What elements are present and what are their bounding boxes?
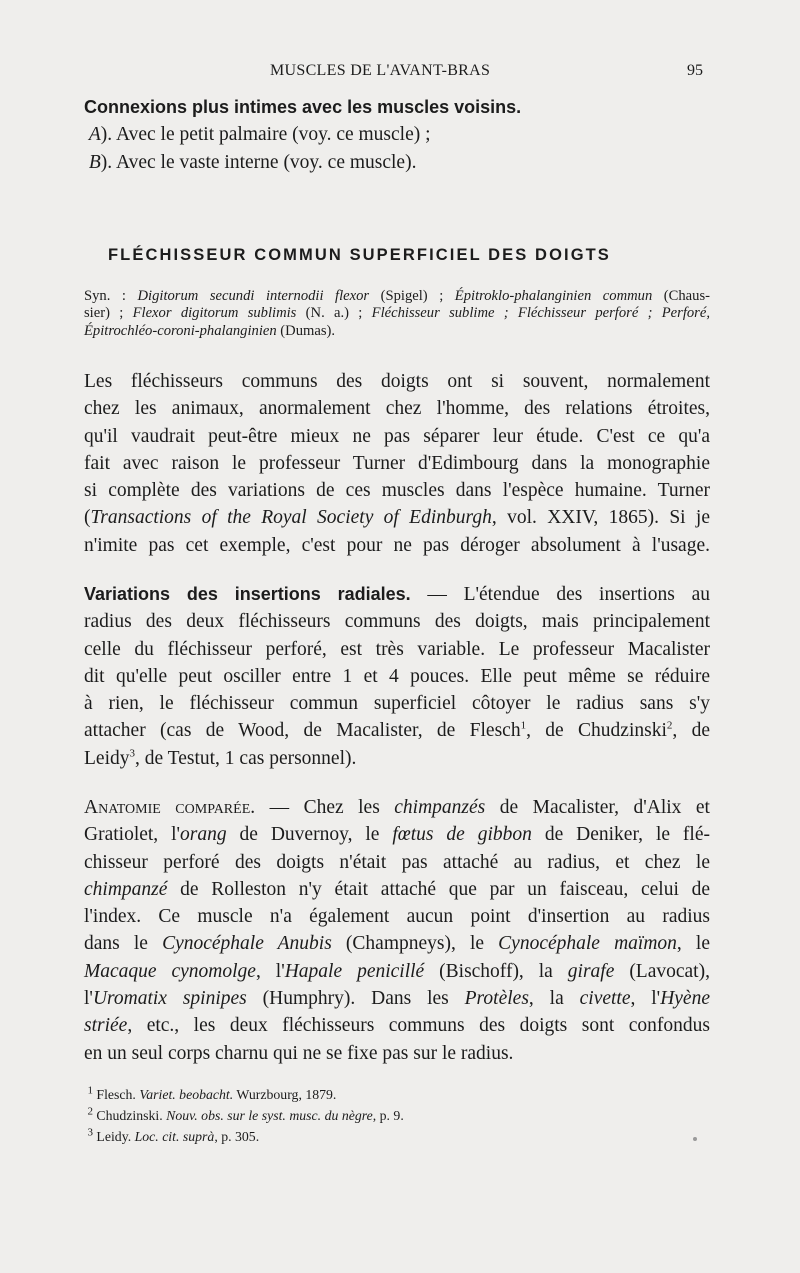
- text-line: n'imite pas cet exemple, c'est pour ne pas déroger absolument à l'usage.: [84, 534, 710, 556]
- synonyms-line: [84, 323, 710, 340]
- syn-term: Flexor digitorum sublimis: [132, 305, 297, 322]
- species: Hapale penicillé: [284, 960, 425, 982]
- syn-text: (Chaus-: [652, 288, 710, 304]
- footnote-rest: , p. 9.: [372, 1108, 404, 1123]
- connexions-heading-line: [84, 94, 710, 121]
- syn-term: Épitroklo-phalanginien commun: [454, 288, 653, 304]
- connexions-item-b: [84, 149, 710, 176]
- text-span: , le: [676, 933, 710, 955]
- syn-text: sier) ;: [84, 305, 133, 322]
- syn-term: Fléchisseur sublime ; Fléchisseur perforé ; Perforé,: [371, 305, 710, 322]
- connexions-heading: Connexions plus intimes avec les muscles voisins.: [84, 97, 522, 117]
- item-letter: A: [88, 124, 101, 146]
- text-line: radius des deux fléchisseurs communs des doigts, mais principalement: [84, 611, 710, 633]
- text-line: fait avec raison le professeur Turner d'Edimbourg dans la monographie: [84, 452, 710, 474]
- ink-spot: [693, 1137, 697, 1141]
- paragraph-intro: [84, 368, 710, 559]
- text-line: [84, 717, 710, 744]
- text-span: (: [84, 507, 91, 529]
- footnote-ref[interactable]: 1: [520, 719, 527, 732]
- text-span: , vol. XXIV, 1865). Si je: [491, 507, 710, 529]
- text-line: en un seul corps charnu qui ne se fixe pas sur le radius.: [84, 1042, 514, 1064]
- species: striée: [84, 1015, 128, 1037]
- connexions-block: [84, 94, 710, 176]
- footnote: [84, 1126, 710, 1147]
- species: fœtus de gibbon: [392, 824, 532, 846]
- text-span: Leidy: [84, 747, 130, 769]
- text-span: (Humphry). Dans les: [246, 988, 465, 1010]
- text-span: , de Chudzinski: [526, 720, 667, 742]
- connexions-item-a: [84, 121, 710, 148]
- text-line: [84, 1012, 710, 1039]
- text-span: , la: [528, 988, 580, 1010]
- footnote-author: Chudzinski.: [96, 1108, 167, 1123]
- variations-heading: Variations des insertions radiales.: [84, 584, 411, 604]
- footnote-title: Variet. beobacht.: [139, 1087, 234, 1102]
- citation-title: Transactions of the Royal Society of Edinburgh: [90, 507, 492, 529]
- anatomie-heading: Anatomie comparée.: [84, 797, 256, 818]
- item-letter: B: [88, 151, 101, 173]
- text-span: Gratiolet, l': [84, 824, 181, 846]
- synonyms-block: [84, 288, 710, 340]
- text-line: dit qu'elle peut osciller entre 1 et 4 pouces. Elle peut même se réduire: [84, 665, 710, 687]
- text-line: celle du fléchisseur perforé, est très variable. Le professeur Macalister: [84, 638, 710, 660]
- species: girafe: [567, 960, 615, 982]
- species: orang: [180, 824, 227, 846]
- text-line: [84, 745, 710, 772]
- footnote-title: Loc. cit. suprà: [134, 1129, 215, 1144]
- text-span: de Rolleston n'y était attaché que par un faisceau, celui de: [167, 878, 710, 900]
- footnote-number: 2: [87, 1105, 93, 1118]
- syn-text: (Dumas).: [276, 322, 336, 339]
- text-line: [84, 504, 710, 531]
- paragraph-anatomie: [84, 794, 710, 1067]
- text-line: [84, 958, 710, 985]
- syn-term: Épitrochléo-coroni-phalanginien: [84, 322, 277, 339]
- text-span: (Bischoff), la: [424, 960, 568, 982]
- species: Hyène: [660, 988, 710, 1010]
- text-line: chez les animaux, anormalement chez l'homme, des relations étroites,: [84, 398, 710, 420]
- text-span: — L'étendue des insertions au: [410, 584, 710, 605]
- syn-text: (N. a.) ;: [296, 305, 372, 322]
- text-line: [84, 930, 710, 957]
- text-span: , l': [630, 988, 661, 1010]
- text-span: , l': [255, 960, 285, 982]
- footnote-author: Flesch.: [96, 1087, 140, 1102]
- text-span: (Champneys), le: [331, 933, 499, 955]
- page-number: 95: [687, 62, 703, 79]
- footnote-title: Nouv. obs. sur le syst. musc. du nègre: [166, 1108, 373, 1123]
- footnote-number: 1: [87, 1084, 93, 1097]
- species: Cynocéphale Anubis: [162, 933, 332, 955]
- paragraph-variations: [84, 581, 710, 772]
- text-span: l': [84, 988, 93, 1010]
- species: chimpanzé: [84, 878, 168, 900]
- synonyms-line: [84, 305, 710, 322]
- text-span: de Duvernoy, le: [226, 824, 393, 846]
- text-line: chisseur perforé des doigts n'était pas attaché au radius, et chez le: [84, 851, 710, 873]
- text-line: [84, 794, 710, 821]
- syn-text: Syn. :: [84, 288, 138, 304]
- footnote-number: 3: [87, 1126, 93, 1139]
- synonyms-line: [84, 288, 710, 305]
- text-span: , de Testut, 1 cas personnel).: [134, 747, 357, 769]
- syn-text: (Spigel) ;: [369, 288, 455, 304]
- text-span: — Chez les: [255, 797, 395, 818]
- footnotes: [84, 1084, 710, 1147]
- text-span: de Macalister, d'Alix et: [485, 797, 710, 818]
- footnote: [84, 1084, 710, 1105]
- footnote: [84, 1105, 710, 1126]
- text-span: dans le: [84, 933, 163, 955]
- text-line: Les fléchisseurs communs des doigts ont si souvent, normalement: [84, 371, 710, 392]
- footnote-author: Leidy.: [96, 1129, 135, 1144]
- section-title: FLÉCHISSEUR COMMUN SUPERFICIEL DES DOIGTS: [108, 246, 611, 264]
- species: chimpanzés: [394, 797, 486, 818]
- text-line: l'index. Ce muscle n'a également aucun point d'insertion au radius: [84, 906, 710, 928]
- text-line: [84, 876, 710, 903]
- text-span: , etc., les deux fléchisseurs communs des doigts sont confondus: [127, 1015, 710, 1037]
- species: civette: [579, 988, 631, 1010]
- item-text: ). Avec le vaste interne (voy. ce muscle).: [100, 151, 417, 173]
- text-line: qu'il vaudrait peut-être mieux ne pas séparer leur étude. C'est ce qu'a: [84, 425, 710, 447]
- text-line: à rien, le fléchisseur commun superficiel côtoyer le radius sans s'y: [84, 693, 710, 715]
- running-head: [0, 62, 800, 82]
- footnote-rest: , p. 305.: [214, 1129, 260, 1144]
- text-span: (Lavocat),: [614, 960, 710, 982]
- text-line: [84, 821, 710, 848]
- footnote-ref[interactable]: 3: [129, 747, 135, 760]
- species: Macaque cynomolge: [84, 960, 256, 982]
- species: Protèles: [464, 988, 529, 1010]
- text-line: si complète des variations de ces muscles dans l'espèce humaine. Turner: [84, 480, 710, 502]
- footnote-rest: Wurzbourg, 1879.: [233, 1087, 337, 1102]
- text-span: , de: [672, 720, 710, 742]
- text-span: de Deniker, le flé-: [531, 824, 710, 846]
- text-line: [84, 985, 710, 1012]
- species: Cynocéphale maïmon: [498, 933, 677, 955]
- running-head-title: MUSCLES DE L'AVANT-BRAS: [270, 62, 491, 79]
- item-text: ). Avec le petit palmaire (voy. ce muscle) ;: [100, 124, 431, 146]
- species: Uromatix spinipes: [92, 988, 247, 1010]
- syn-term: Digitorum secundi internodii flexor: [137, 288, 370, 304]
- text-span: attacher (cas de Wood, de Macalister, de Flesch: [84, 720, 521, 742]
- text-line: [84, 581, 710, 608]
- footnote-ref[interactable]: 2: [666, 719, 673, 732]
